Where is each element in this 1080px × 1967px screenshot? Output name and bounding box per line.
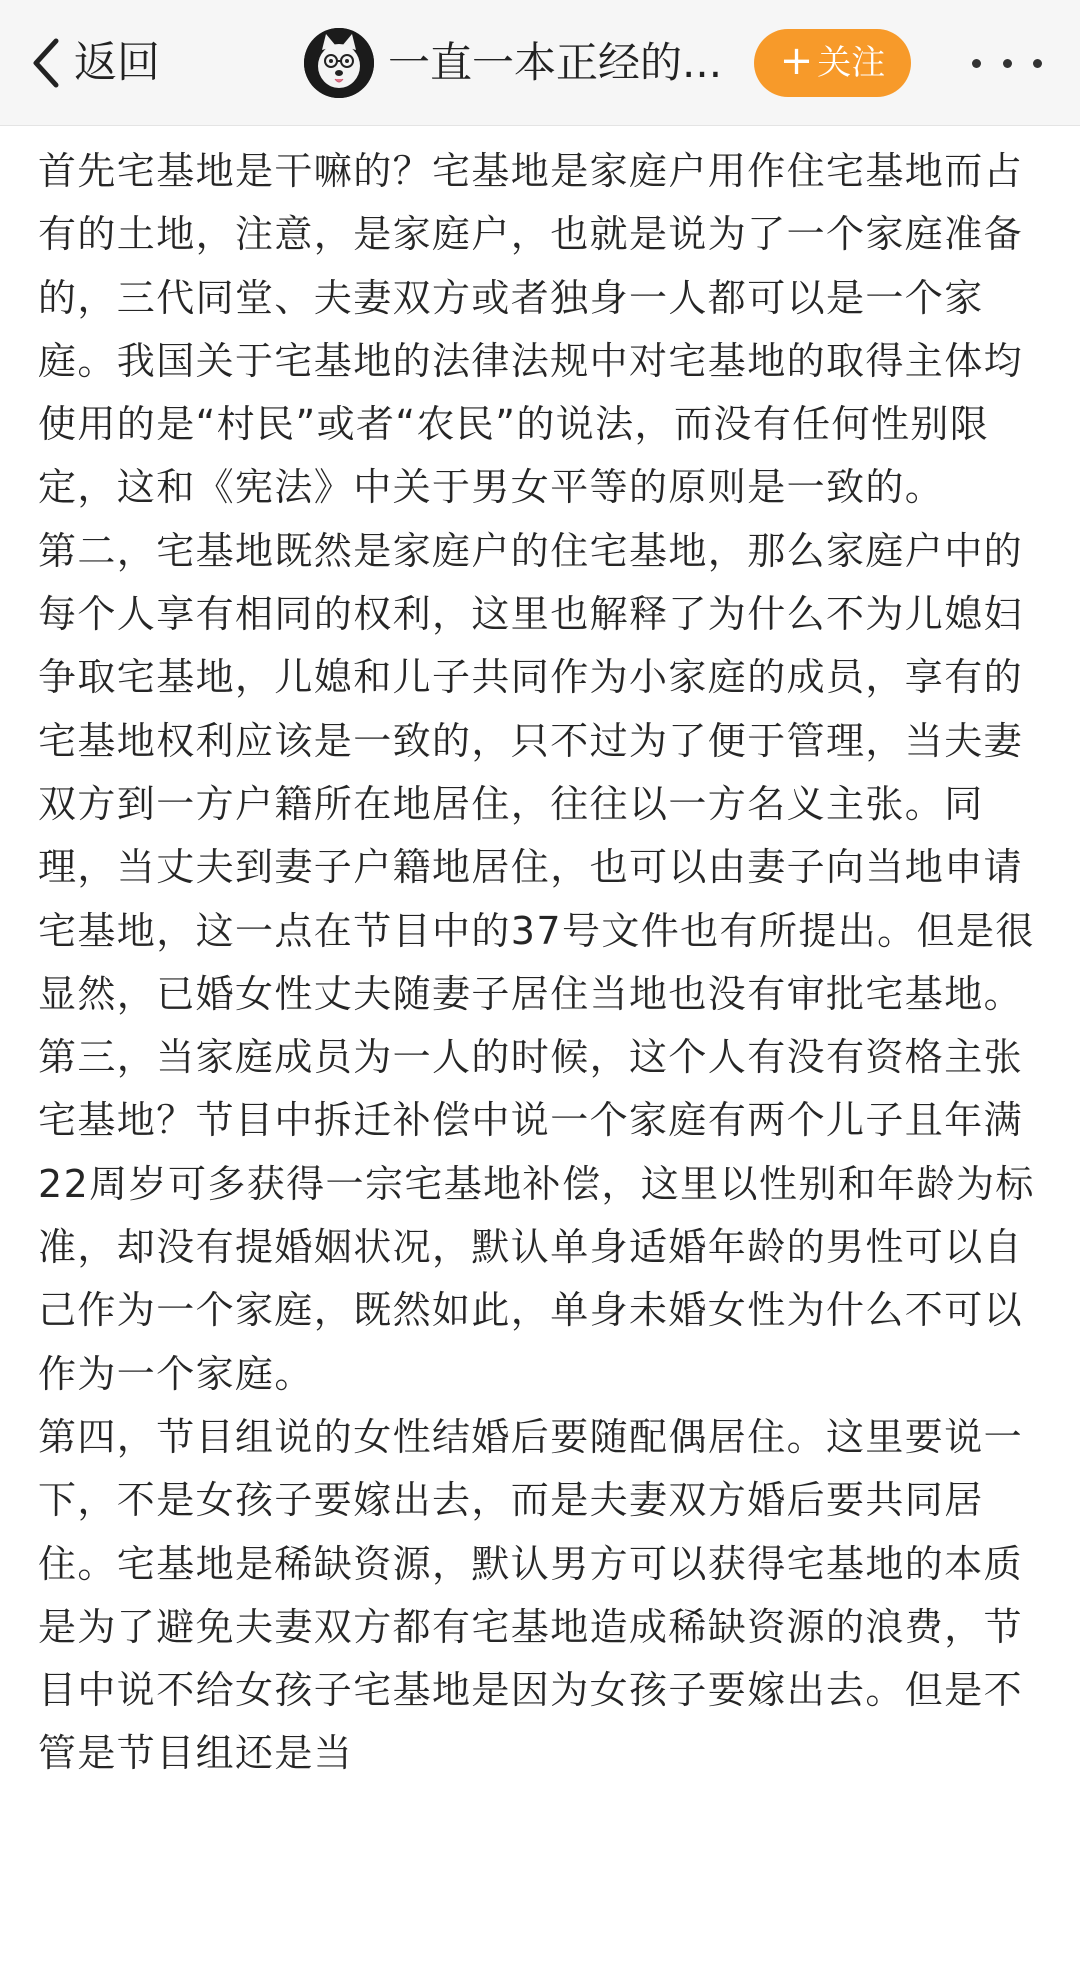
author-name[interactable]: 一直一本正经的...: [388, 38, 723, 87]
back-button[interactable]: [28, 28, 160, 98]
dog-avatar-icon: [304, 28, 374, 98]
more-horizontal-icon: [972, 59, 981, 68]
author-avatar[interactable]: [304, 28, 374, 98]
paragraph: 第二，宅基地既然是家庭户的住宅基地，那么家庭户中的每个人享有相同的权利，这里也解释了为什么不为儿媳妇争取宅基地，儿媳和儿子共同作为小家庭的成员，享有的宅基地权利应该是一致的，只不过为了便于管理，当夫妻双方到一方户籍所在地居住，往往以一方名义主张。同理，当丈夫到妻子户籍地居住，也可以由妻子向当地申请宅基地，这一点在节目中的37号文件也有所提出。但是很显然，已婚女性丈夫随妻子居住当地也没有审批宅基地。: [38, 528, 1035, 1016]
paragraph: 第四，节目组说的女性结婚后要随配偶居住。这里要说一下，不是女孩子要嫁出去，而是夫妻双方婚后要共同居住。宅基地是稀缺资源，默认男方可以获得宅基地的本质是为了避免夫妻双方都有宅基地造成稀缺资源的浪费，节目中说不给女孩子宅基地是因为女孩子要嫁出去。但是不管是节目组还是当: [38, 1414, 1024, 1776]
more-button[interactable]: [972, 46, 1042, 80]
more-horizontal-icon: [1003, 59, 1012, 68]
back-label: 返回: [74, 38, 160, 88]
follow-label: 关注: [817, 43, 886, 83]
more-horizontal-icon: [1033, 59, 1042, 68]
top-nav-bar: [0, 0, 1080, 126]
plus-icon: +: [779, 38, 814, 84]
paragraph: 第三，当家庭成员为一人的时候，这个人有没有资格主张宅基地？节目中拆迁补偿中说一个家庭有两个儿子且年满22周岁可多获得一宗宅基地补偿，这里以性别和年龄为标准，却没有提婚姻状况，默认单身适婚年龄的男性可以自己作为一个家庭，既然如此，单身未婚女性为什么不可以作为一个家庭。: [38, 1035, 1035, 1396]
paragraph: 首先宅基地是干嘛的？宅基地是家庭户用作住宅基地而占有的土地，注意，是家庭户，也就是说为了一个家庭准备的，三代同堂、夫妻双方或者独身一人都可以是一个家庭。我国关于宅基地的法律法规中对宅基地的取得主体均使用的是“村民”或者“农民”的说法，而没有任何性别限定，这和《宪法》中关于男女平等的原则是一致的。: [38, 149, 1024, 510]
follow-button[interactable]: [754, 29, 911, 97]
chevron-left-icon: [28, 33, 64, 93]
article-body: [38, 140, 1048, 1786]
